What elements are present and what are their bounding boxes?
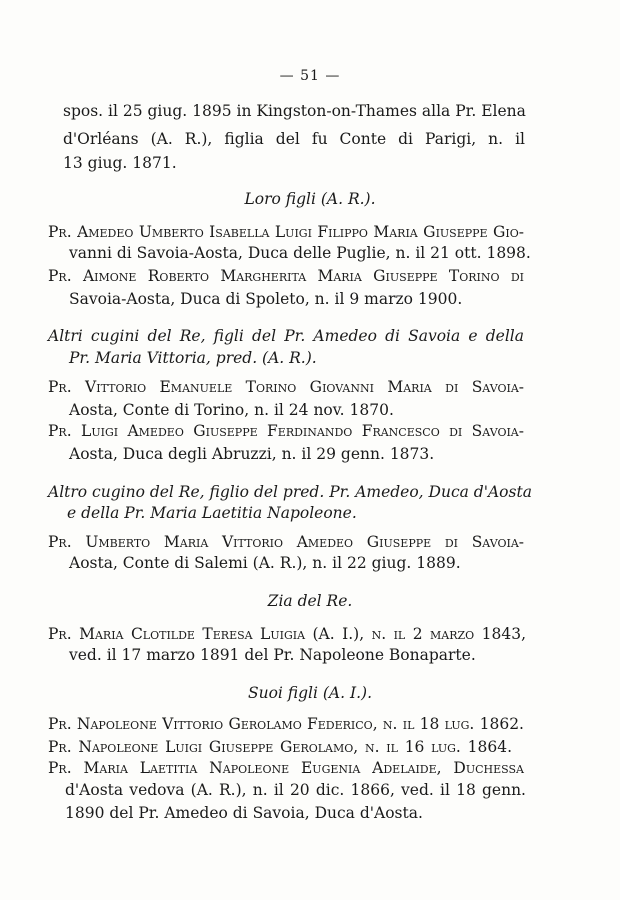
- entry-line: Aosta, Conte di Salemi (A. R.), n. il 22 giug. 1889.: [69, 554, 461, 572]
- text-line: d'Orléans (A. R.), figlia del fu Conte di Parigi, n. il: [63, 130, 525, 148]
- entry-line: Aosta, Conte di Torino, n. il 24 nov. 1870.: [69, 401, 394, 419]
- entry-line: Savoia-Aosta, Duca di Spoleto, n. il 9 marzo 1900.: [69, 290, 463, 308]
- section-heading: [0, 591, 620, 611]
- section-heading: Altro cugino del Re, figlio del pred. Pr. Amedeo, Duca d'Aosta: [48, 483, 532, 501]
- section-heading: Altri cugini del Re, figli del Pr. Amedeo di Savoia e della: [48, 327, 524, 345]
- section-heading: Pr. Maria Vittoria, pred. (A. R.).: [69, 349, 317, 367]
- entry-line: Aosta, Duca degli Abruzzi, n. il 29 genn. 1873.: [69, 445, 435, 463]
- text-line: 13 giug. 1871.: [63, 154, 177, 172]
- entry-line: Pr. Maria Laetitia Napoleone Eugenia Adelaide, Duchessa: [48, 759, 524, 777]
- entry-line: Pr. Umberto Maria Vittorio Amedeo Giuseppe di Savoia-: [48, 533, 524, 551]
- section-heading-text: Zia del Re.: [267, 592, 353, 610]
- entry-line: ved. il 17 marzo 1891 del Pr. Napoleone Bonaparte.: [69, 646, 476, 664]
- text-line: spos. il 25 giug. 1895 in Kingston-on-Thames alla Pr. Elena: [63, 102, 526, 120]
- entry-line: 1890 del Pr. Amedeo di Savoia, Duca d'Aosta.: [65, 804, 423, 822]
- entry-line: Pr. Aimone Roberto Margherita Maria Giuseppe Torino di: [48, 267, 524, 285]
- entry-line: Pr. Napoleone Vittorio Gerolamo Federico, n. il 18 lug. 1862.: [48, 715, 524, 733]
- section-heading: e della Pr. Maria Laetitia Napoleone.: [67, 504, 357, 522]
- page-number: — 51 —: [279, 68, 341, 84]
- entry-line: d'Aosta vedova (A. R.), n. il 20 dic. 1866, ved. il 18 genn.: [65, 781, 526, 799]
- entry-line: vanni di Savoia-Aosta, Duca delle Puglie, n. il 21 ott. 1898.: [69, 244, 531, 262]
- section-heading-text: Suoi figli (A. I.).: [247, 684, 373, 702]
- entry-line: Pr. Napoleone Luigi Giuseppe Gerolamo, n. il 16 lug. 1864.: [48, 738, 512, 756]
- section-heading: [0, 189, 620, 209]
- section-heading-text: Loro figli (A. R.).: [244, 190, 376, 208]
- entry-line: Pr. Vittorio Emanuele Torino Giovanni Maria di Savoia-: [48, 378, 524, 396]
- entry-line: Pr. Luigi Amedeo Giuseppe Ferdinando Francesco di Savoia-: [48, 422, 524, 440]
- entry-line: Pr. Amedeo Umberto Isabella Luigi Filippo Maria Giuseppe Gio-: [48, 223, 524, 241]
- entry-line: Pr. Maria Clotilde Teresa Luigia (A. I.), n. il 2 marzo 1843,: [48, 625, 526, 643]
- section-heading: [0, 683, 620, 703]
